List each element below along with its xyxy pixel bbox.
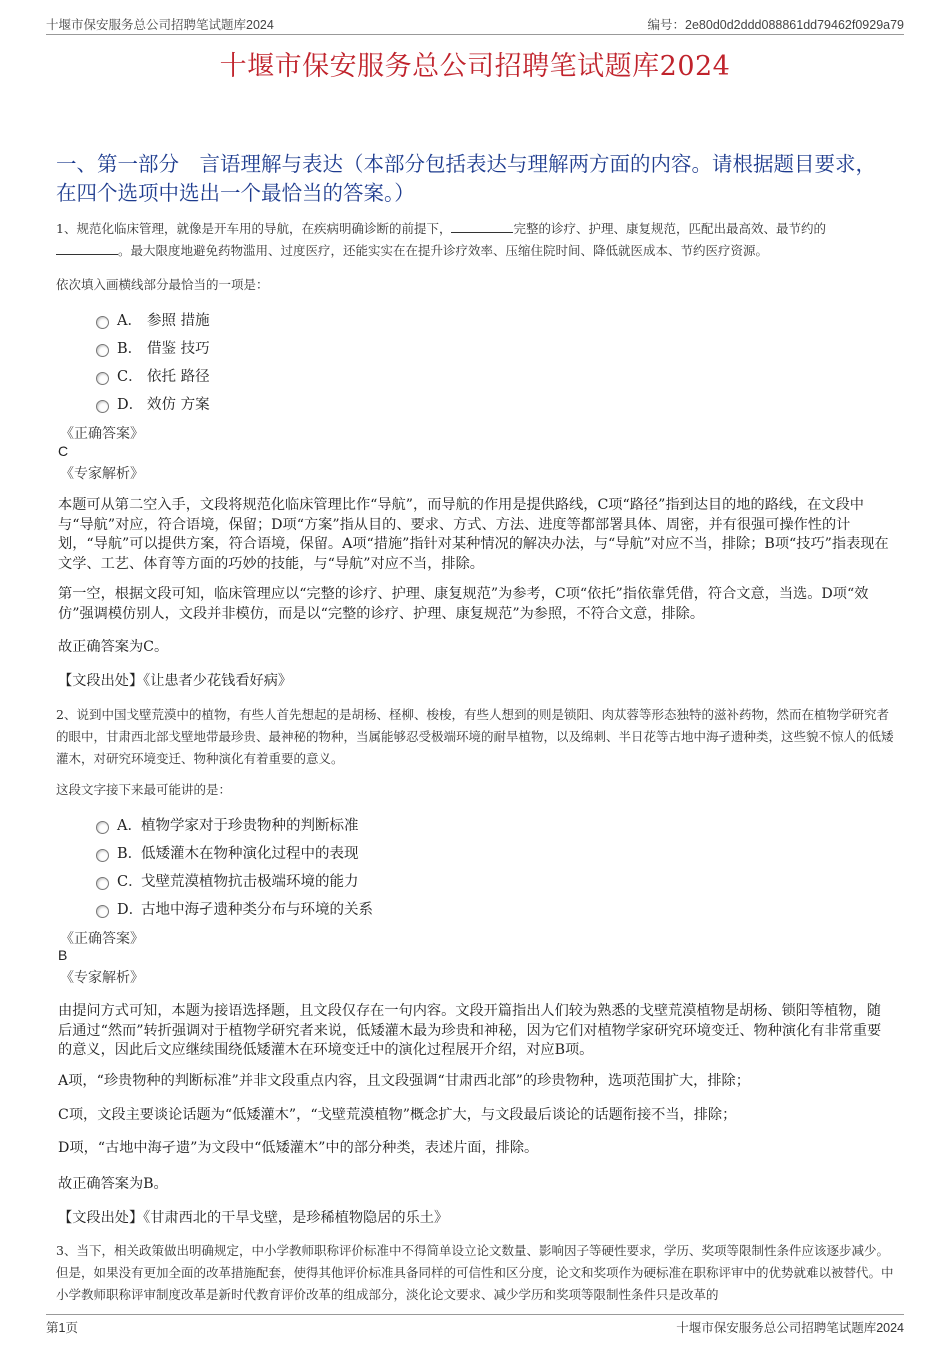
question-2-prompt: 这段文字接下来最可能讲的是：: [56, 782, 232, 797]
q1-conclusion: 故正确答案为C。: [58, 639, 169, 655]
blank-2: [56, 242, 118, 255]
question-1-text: [56, 218, 896, 262]
header-doc-title: 十堰市保安服务总公司招聘笔试题库2024: [46, 18, 274, 32]
blank-1: [451, 220, 513, 233]
q2-option-d[interactable]: D． 古地中海孑遗种类分布与环境的关系: [96, 898, 373, 919]
q1-text-part-b: 完整的诊疗、护理、康复规范，匹配出最高效、最节约的: [513, 221, 826, 236]
footer-doc-title: 十堰市保安服务总公司招聘笔试题库2024: [676, 1321, 904, 1335]
question-1-prompt: 依次填入画横线部分最恰当的一项是：: [56, 277, 269, 292]
q2-option-b[interactable]: B． 低矮灌木在物种演化过程中的表现: [96, 842, 359, 863]
q2-answer: B: [58, 947, 68, 963]
q1-text-part-c: 。最大限度地避免药物滥用、过度医疗，还能实实在在提升诊疗效率、压缩住院时间、降低就医成本、节约医疗资源。: [118, 243, 769, 258]
q2-source: 【文段出处】《甘肃西北的干旱戈壁，是珍稀植物隐居的乐土》: [58, 1210, 449, 1226]
correct-answer-label: 《正确答案》: [60, 931, 144, 947]
q1-option-a[interactable]: A． 参照 措施: [96, 309, 210, 330]
correct-answer-label: 《正确答案》: [60, 426, 144, 442]
radio-button[interactable]: [96, 400, 109, 413]
page-title: 十堰市保安服务总公司招聘笔试题库2024: [219, 51, 731, 82]
question-3-text: 3、当下，相关政策做出明确规定，中小学教师职称评价标准中不得简单设立论文数量、影响因子等硬性要求，学历、奖项等限制性条件应该逐步减少。但是，如果没有更加全面的改革措施配套，使得其他评价标准具备同样的可信性和区分度，论文和奖项作为硬标准在职称评审中的优势就难以被替代。中小学教师职称评审制度改革是新时代教育评价改革的组成部分，淡化论文要求、减少学历和奖项等限制性条件只是改革的: [56, 1243, 894, 1302]
q1-option-d[interactable]: D． 效仿 方案: [96, 393, 210, 414]
radio-button[interactable]: [96, 316, 109, 329]
radio-button[interactable]: [96, 849, 109, 862]
q1-source: 【文段出处】《让患者少花钱看好病》: [58, 673, 293, 689]
q2-analysis-1: 由提问方式可知，本题为接语选择题，且文段仅存在一句内容。文段开篇指出人们较为熟悉的戈壁荒漠植物是胡杨、锁阳等植物，随后通过“然而”转折强调对于植物学研究者来说，低矮灌木最为珍贵和神秘，因为它们对植物学家研究环境变迁、物种演化有非常重要的意义，因此后文应继续围绕低矮灌木在环境变迁中的演化过程展开介绍，对应B项。: [58, 1003, 882, 1058]
q1-option-b[interactable]: B． 借鉴 技巧: [96, 337, 210, 358]
q1-analysis-2: 第一空，根据文段可知，临床管理应以“完整的诊疗、护理、康复规范”为参考，C项“依托”指依靠凭借，符合文意，当选。D项“效仿”强调模仿别人，文段并非模仿，而是以“完整的诊疗、护理、康复规范”为参照，不符合文意，排除。: [58, 586, 869, 622]
header-doc-id: 编号：2e80d0d2ddd088861dd79462f0929a79: [647, 18, 904, 32]
q2-option-a[interactable]: A． 植物学家对于珍贵物种的判断标准: [96, 814, 359, 835]
q1-option-c[interactable]: C． 依托 路径: [96, 365, 210, 386]
expert-analysis-label: 《专家解析》: [60, 970, 144, 986]
q2-option-c[interactable]: C． 戈壁荒漠植物抗击极端环境的能力: [96, 870, 359, 891]
q1-answer: C: [58, 443, 69, 459]
q2-analysis-c: C项，文段主要谈论话题为“低矮灌木”，“戈壁荒漠植物”概念扩大，与文段最后谈论的话题衔接不当，排除；: [58, 1107, 737, 1123]
radio-button[interactable]: [96, 372, 109, 385]
q1-analysis-1: 本题可从第二空入手，文段将规范化临床管理比作“导航”，而导航的作用是提供路线，C项“路径”指到达目的地的路线，在文段中与“导航”对应，符合语境，保留；D项“方案”指从目的、要求、方式、方法、进度等都部署具体、周密，并有很强可操作性的计划，“导航”可以提供方案，符合语境，保留。A项“措施”指针对某种情况的解决办法，与“导航”对应不当，排除；B项“技巧”指表现在文学、工艺、体育等方面的巧妙的技能，与“导航”对应不当，排除。: [58, 497, 889, 572]
question-2-text: 2、说到中国戈壁荒漠中的植物，有些人首先想起的是胡杨、柽柳、梭梭，有些人想到的则是锁阳、肉苁蓉等形态独特的滋补药物，然而在植物学研究者的眼中，甘肃西北部戈壁地带最珍贵、最神秘的物种，当属能够忍受极端环境的耐旱植物，以及绵刺、半日花等古地中海孑遗种类，这些貌不惊人的低矮灌木，对研究环境变迁、物种演化有着重要的意义。: [56, 707, 894, 766]
radio-button[interactable]: [96, 821, 109, 834]
expert-analysis-label: 《专家解析》: [60, 466, 144, 482]
q2-analysis-d: D项，“古地中海孑遗”为文段中“低矮灌木”中的部分种类，表述片面，排除。: [58, 1140, 539, 1156]
page-header: [46, 14, 904, 35]
radio-button[interactable]: [96, 344, 109, 357]
section-heading: 一、第一部分 言语理解与表达（本部分包括表达与理解两方面的内容。请根据题目要求，在四个选项中选出一个最恰当的答案。）: [56, 152, 876, 205]
page-number: 第1页: [46, 1321, 78, 1335]
radio-button[interactable]: [96, 905, 109, 918]
page-footer: [46, 1314, 904, 1335]
q2-conclusion: 故正确答案为B。: [58, 1176, 168, 1192]
q2-analysis-a: A项，“珍贵物种的判断标准”并非文段重点内容，且文段强调“甘肃西北部”的珍贵物种，选项范围扩大，排除；: [58, 1073, 750, 1089]
radio-button[interactable]: [96, 877, 109, 890]
q1-text-part-a: 1、规范化临床管理，就像是开车用的导航，在疾病明确诊断的前提下，: [56, 221, 452, 236]
